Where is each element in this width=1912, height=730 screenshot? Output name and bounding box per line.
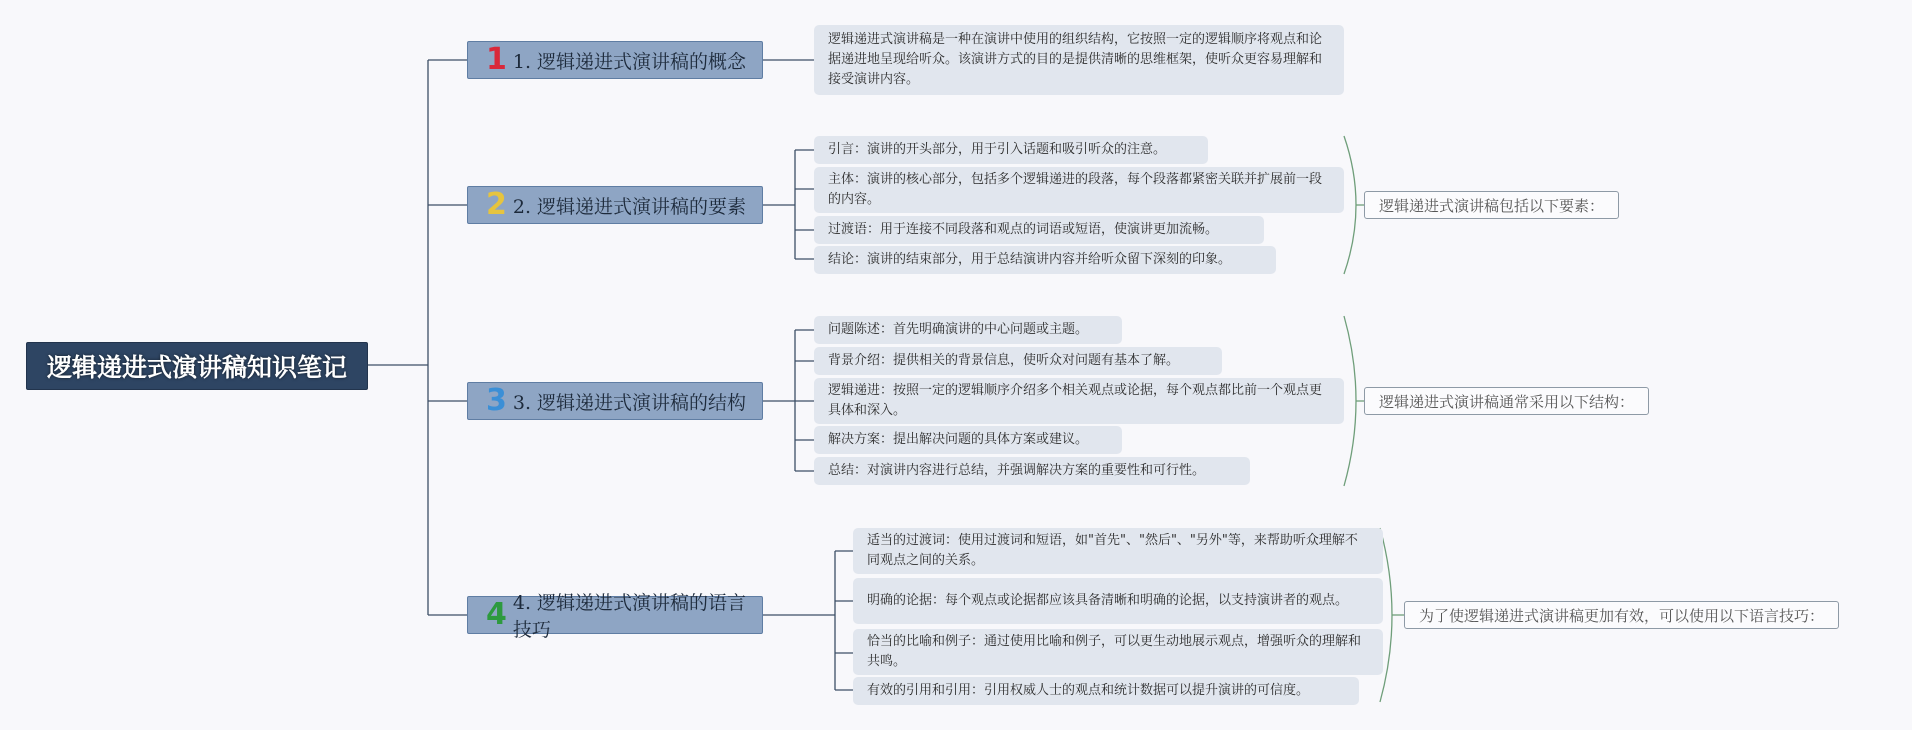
branch-label: 2. 逻辑递进式演讲稿的要素 — [512, 195, 747, 218]
leaf-body[interactable]: 主体：演讲的核心部分，包括多个逻辑递进的段落，每个段落都紧密关联并扩展前一段的内容。 — [814, 167, 1344, 213]
number-1-icon: 1 — [486, 42, 507, 77]
number-3-icon: 3 — [486, 383, 507, 418]
leaf-transition[interactable]: 过渡语：用于连接不同段落和观点的词语或短语，使演讲更加流畅。 — [814, 216, 1264, 244]
root-title: 逻辑递进式演讲稿知识笔记 — [46, 353, 347, 382]
branch-language-skills[interactable] — [467, 592, 763, 641]
leaf-clear-arguments[interactable]: 明确的论据：每个观点或论据都应该具备清晰和明确的论据，以支持演讲者的观点。 — [853, 578, 1383, 624]
leaf-citations[interactable]: 有效的引用和引用：引用权威人士的观点和统计数据可以提升演讲的可信度。 — [853, 677, 1359, 705]
summary-language-skills[interactable]: 为了使逻辑递进式演讲稿更加有效，可以使用以下语言技巧： — [1404, 601, 1839, 629]
root-topic[interactable] — [26, 342, 368, 390]
branch-label: 3. 逻辑递进式演讲稿的结构 — [512, 391, 747, 414]
leaf-transition-words[interactable]: 适当的过渡词：使用过渡词和短语，如"首先"、"然后"、"另外"等，来帮助听众理解不同观点之间的关系。 — [853, 528, 1383, 574]
leaf-conclusion[interactable]: 结论：演讲的结束部分，用于总结演讲内容并给听众留下深刻的印象。 — [814, 246, 1276, 274]
branch-structure[interactable] — [467, 382, 763, 420]
number-2-icon: 2 — [486, 187, 507, 222]
summary-elements[interactable]: 逻辑递进式演讲稿包括以下要素： — [1364, 191, 1619, 219]
leaf-solution[interactable]: 解决方案：提出解决问题的具体方案或建议。 — [814, 426, 1122, 454]
branch-label: 1. 逻辑递进式演讲稿的概念 — [512, 50, 747, 73]
leaf-concept-description[interactable]: 逻辑递进式演讲稿是一种在演讲中使用的组织结构，它按照一定的逻辑顺序将观点和论据递进地呈现给听众。该演讲方式的目的是提供清晰的思维框架，使听众更容易理解和接受演讲内容。 — [814, 25, 1344, 95]
summary-structure[interactable]: 逻辑递进式演讲稿通常采用以下结构： — [1364, 387, 1649, 415]
leaf-metaphors-examples[interactable]: 恰当的比喻和例子：通过使用比喻和例子，可以更生动地展示观点，增强听众的理解和共鸣。 — [853, 629, 1383, 675]
leaf-background[interactable]: 背景介绍：提供相关的背景信息，使听众对问题有基本了解。 — [814, 347, 1222, 375]
leaf-logical-progression[interactable]: 逻辑递进：按照一定的逻辑顺序介绍多个相关观点或论据，每个观点都比前一个观点更具体和深入。 — [814, 378, 1344, 424]
branch-label: 4. 逻辑递进式演讲稿的语言技巧 — [512, 592, 747, 641]
leaf-introduction[interactable]: 引言：演讲的开头部分，用于引入话题和吸引听众的注意。 — [814, 136, 1208, 164]
branch-elements[interactable] — [467, 186, 763, 224]
number-4-icon: 4 — [486, 597, 507, 632]
leaf-summary[interactable]: 总结：对演讲内容进行总结，并强调解决方案的重要性和可行性。 — [814, 457, 1250, 485]
branch-concept[interactable] — [467, 41, 763, 79]
leaf-problem-statement[interactable]: 问题陈述：首先明确演讲的中心问题或主题。 — [814, 316, 1122, 344]
